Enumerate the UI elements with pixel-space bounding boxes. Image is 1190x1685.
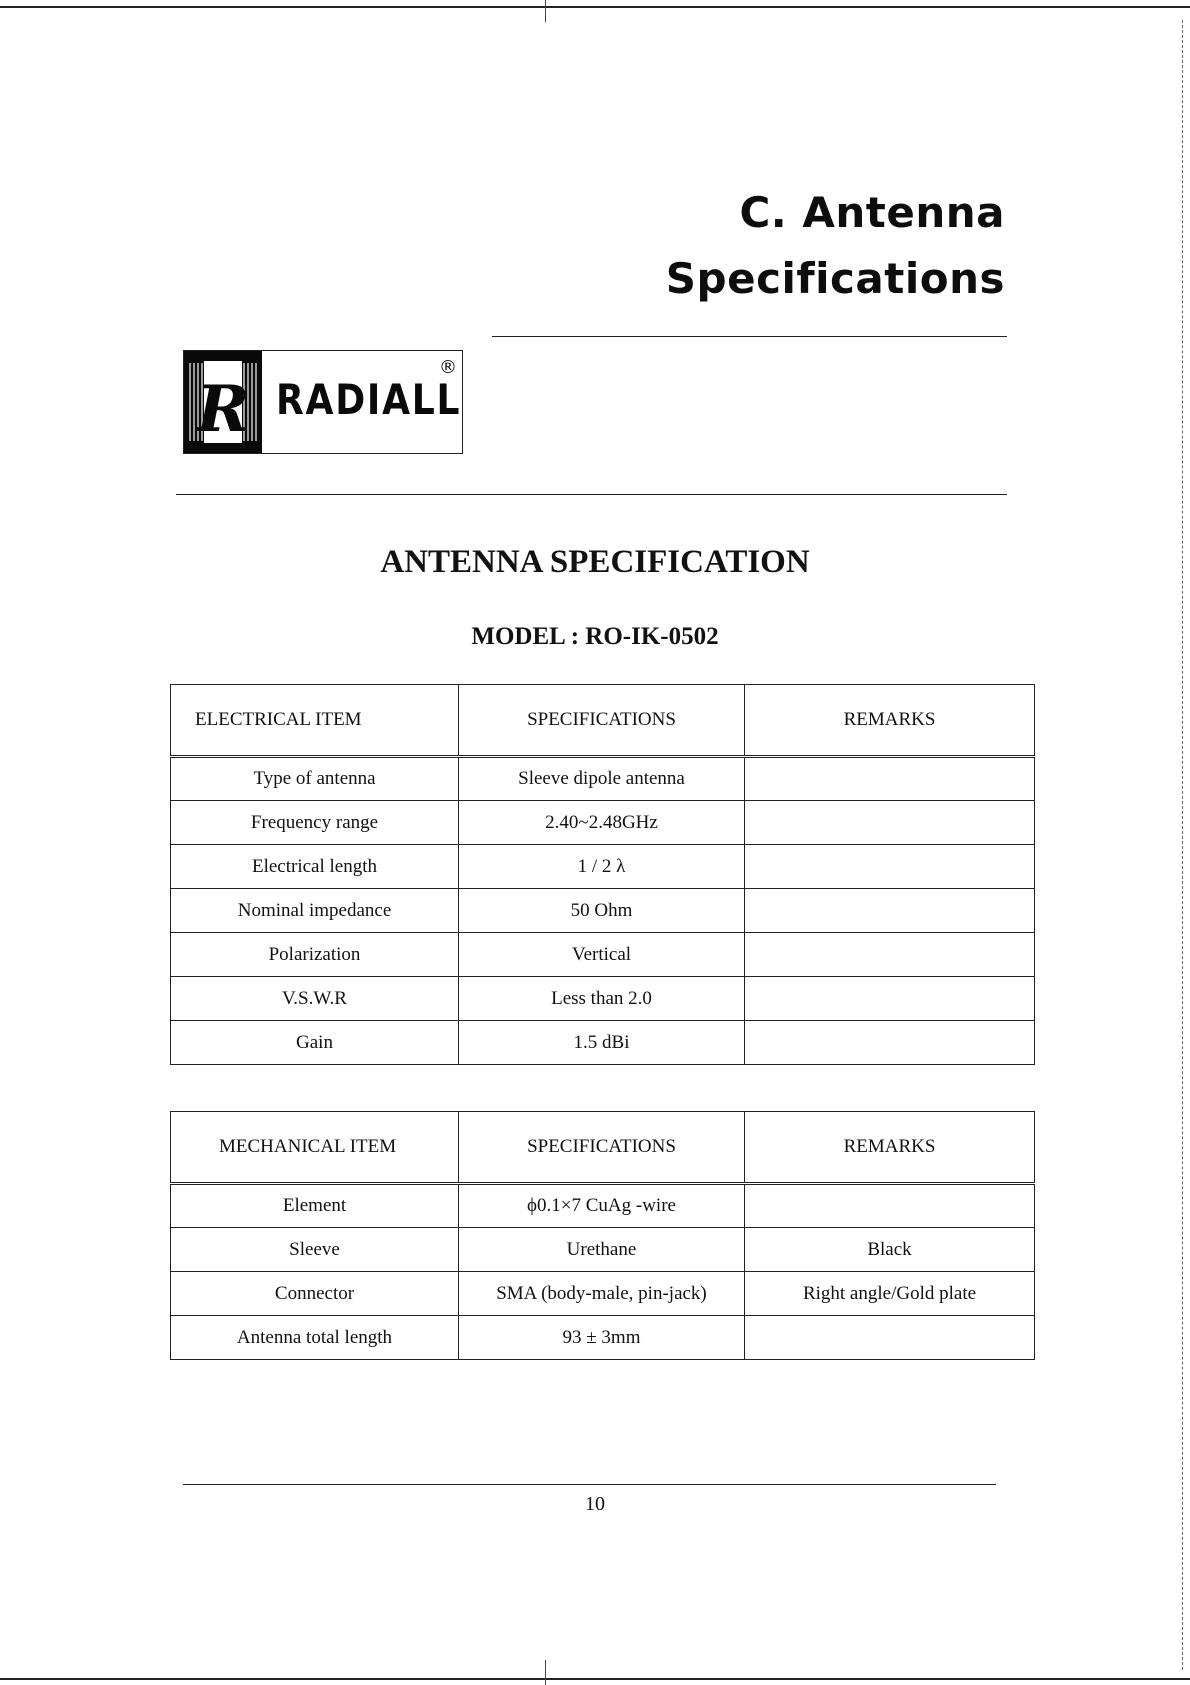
spec-cell: SMA (body-male, pin-jack) [459, 1272, 745, 1316]
remarks-cell [745, 1316, 1035, 1360]
bottom-border-line [0, 1678, 1190, 1680]
logo-emblem [184, 351, 262, 453]
mechanical-spec-table [170, 1111, 1035, 1360]
item-cell: Type of antenna [171, 757, 459, 801]
remarks-cell [745, 889, 1035, 933]
item-cell: V.S.W.R [171, 977, 459, 1021]
column-header-item: MECHANICAL ITEM [171, 1112, 459, 1184]
remarks-cell: Right angle/Gold plate [745, 1272, 1035, 1316]
table-row [171, 1184, 1035, 1228]
radiall-logo [183, 350, 463, 454]
table-row [171, 1228, 1035, 1272]
section-title-line1: C. Antenna [739, 188, 1005, 237]
spec-cell: 50 Ohm [459, 889, 745, 933]
table-row [171, 933, 1035, 977]
item-cell: Gain [171, 1021, 459, 1065]
table-row [171, 889, 1035, 933]
column-header-item: ELECTRICAL ITEM [171, 685, 459, 757]
remarks-cell [745, 801, 1035, 845]
svg-text:R: R [196, 372, 250, 447]
right-edge-line [1182, 20, 1183, 1670]
document-heading: ANTENNA SPECIFICATION [380, 544, 810, 580]
spec-cell: Less than 2.0 [459, 977, 745, 1021]
page-number: 10 [585, 1493, 605, 1515]
column-header-specifications: SPECIFICATIONS [459, 1112, 745, 1184]
column-header-remarks: REMARKS [745, 685, 1035, 757]
table-row [171, 845, 1035, 889]
table-row [171, 801, 1035, 845]
remarks-cell: Black [745, 1228, 1035, 1272]
item-cell: Electrical length [171, 845, 459, 889]
electrical-spec-table [170, 684, 1035, 1065]
table-row [171, 1316, 1035, 1360]
item-cell: Sleeve [171, 1228, 459, 1272]
spec-cell: 2.40~2.48GHz [459, 801, 745, 845]
logo-emblem-graphic [184, 351, 262, 453]
header-divider [176, 494, 1007, 495]
item-cell: Nominal impedance [171, 889, 459, 933]
column-header-specifications: SPECIFICATIONS [459, 685, 745, 757]
spec-cell: 1 / 2 λ [459, 845, 745, 889]
spec-cell: 1.5 dBi [459, 1021, 745, 1065]
section-title-line2: Specifications [665, 254, 1005, 303]
table-header-row [171, 685, 1035, 757]
table-row [171, 977, 1035, 1021]
logo-wordmark: RADIALL [276, 375, 462, 424]
remarks-cell [745, 845, 1035, 889]
table-header-row [171, 1112, 1035, 1184]
top-border-line [0, 6, 1190, 8]
item-cell: Frequency range [171, 801, 459, 845]
table-row [171, 1272, 1035, 1316]
item-cell: Connector [171, 1272, 459, 1316]
spec-cell: 93 ± 3mm [459, 1316, 745, 1360]
spec-cell: Urethane [459, 1228, 745, 1272]
remarks-cell [745, 977, 1035, 1021]
fold-mark-bottom [545, 1660, 546, 1685]
footer-divider [183, 1484, 996, 1485]
remarks-cell [745, 1184, 1035, 1228]
item-cell: Antenna total length [171, 1316, 459, 1360]
item-cell: Polarization [171, 933, 459, 977]
remarks-cell [745, 933, 1035, 977]
column-header-remarks: REMARKS [745, 1112, 1035, 1184]
spec-cell: Vertical [459, 933, 745, 977]
title-underline [492, 336, 1007, 337]
remarks-cell [745, 757, 1035, 801]
spec-cell: ϕ0.1×7 CuAg -wire [459, 1184, 745, 1228]
remarks-cell [745, 1021, 1035, 1065]
item-cell: Element [171, 1184, 459, 1228]
registered-mark: ® [439, 357, 457, 378]
fold-mark-top [545, 0, 546, 22]
spec-cell: Sleeve dipole antenna [459, 757, 745, 801]
table-row [171, 757, 1035, 801]
model-number: MODEL : RO-IK-0502 [471, 623, 719, 650]
table-row [171, 1021, 1035, 1065]
